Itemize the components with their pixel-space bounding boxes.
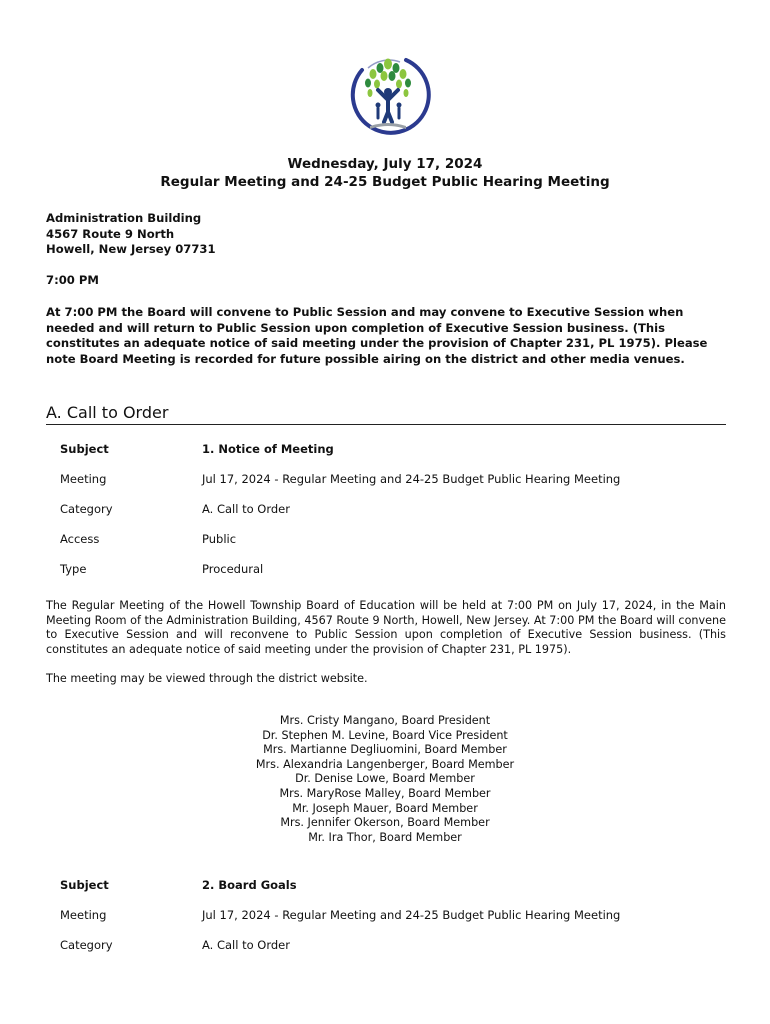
type-label: Type [60,562,87,576]
address-block [46,211,726,258]
subject-label: Subject [60,878,109,892]
board-member: Mrs. Alexandria Langenberger, Board Member [255,757,515,771]
address-line: 4567 Route 9 North [46,226,175,241]
board-member: Dr. Denise Lowe, Board Member [295,772,475,786]
meeting-value: Jul 17, 2024 - Regular Meeting and 24-25 Budget Public Hearing Meeting [202,472,621,486]
board-member: Mr. Joseph Mauer, Board Member [292,801,478,815]
meeting-time: 7:00 PM [46,273,99,287]
meeting-value: Jul 17, 2024 - Regular Meeting and 24-25 Budget Public Hearing Meeting [202,908,621,922]
category-value: A. Call to Order [202,938,290,952]
meeting-label: Meeting [60,472,107,486]
category-label: Category [60,502,113,516]
board-member: Mrs. Jennifer Okerson, Board Member [280,816,490,830]
board-member: Mrs. Martianne Degliuomini, Board Member [263,743,507,757]
board-member: Dr. Stephen M. Levine, Board Vice President [262,728,508,742]
subject-label: Subject [60,442,109,456]
section-heading-text: A. Call to Order [46,403,169,422]
access-value: Public [202,532,237,546]
category-value: A. Call to Order [202,502,290,516]
board-member: Mrs. MaryRose Malley, Board Member [279,786,491,800]
board-member: Mrs. Cristy Mangano, Board President [279,714,491,727]
viewing-note: The meeting may be viewed through the district website. [46,672,368,685]
address-line: Administration Building [46,211,202,225]
access-label: Access [60,532,100,546]
meeting-title: Regular Meeting and 24-25 Budget Public Hearing Meeting [160,174,610,190]
meeting-date: Wednesday, July 17, 2024 [287,156,483,172]
board-member: Mr. Ira Thor, Board Member [308,830,462,844]
meeting-label: Meeting [60,908,107,922]
section-heading [46,403,726,425]
subject-value: 1. Notice of Meeting [202,442,334,456]
district-logo-icon [344,50,434,140]
type-value: Procedural [202,562,264,576]
board-members-list [0,714,770,845]
meeting-description: The Regular Meeting of the Howell Township Board of Education will be held at 7:00 PM on July 17, 2024, in the Main Meeting Room of the Administration Building, 4567 Route 9 North, Howell, New Jersey. At 7:00 PM the Board will convene to Executive Session and will reconvene to Public Session upon completion of Executive Session business. (This constitutes an adequate notice of said meeting under the provision of Chapter 231, PL 1975). [46,599,726,656]
address-line: Howell, New Jersey 07731 [46,242,216,257]
subject-value: 2. Board Goals [202,878,297,892]
category-label: Category [60,938,113,952]
session-notice: At 7:00 PM the Board will convene to Public Session and may convene to Executive Session when needed and will return to Public Session upon completion of Executive Session business. (This constitutes an adequate notice of said meeting under the provision of Chapter 231, PL 1975). Please note Board Meeting is recorded for future possible airing on the district and other media venues. [46,305,708,367]
